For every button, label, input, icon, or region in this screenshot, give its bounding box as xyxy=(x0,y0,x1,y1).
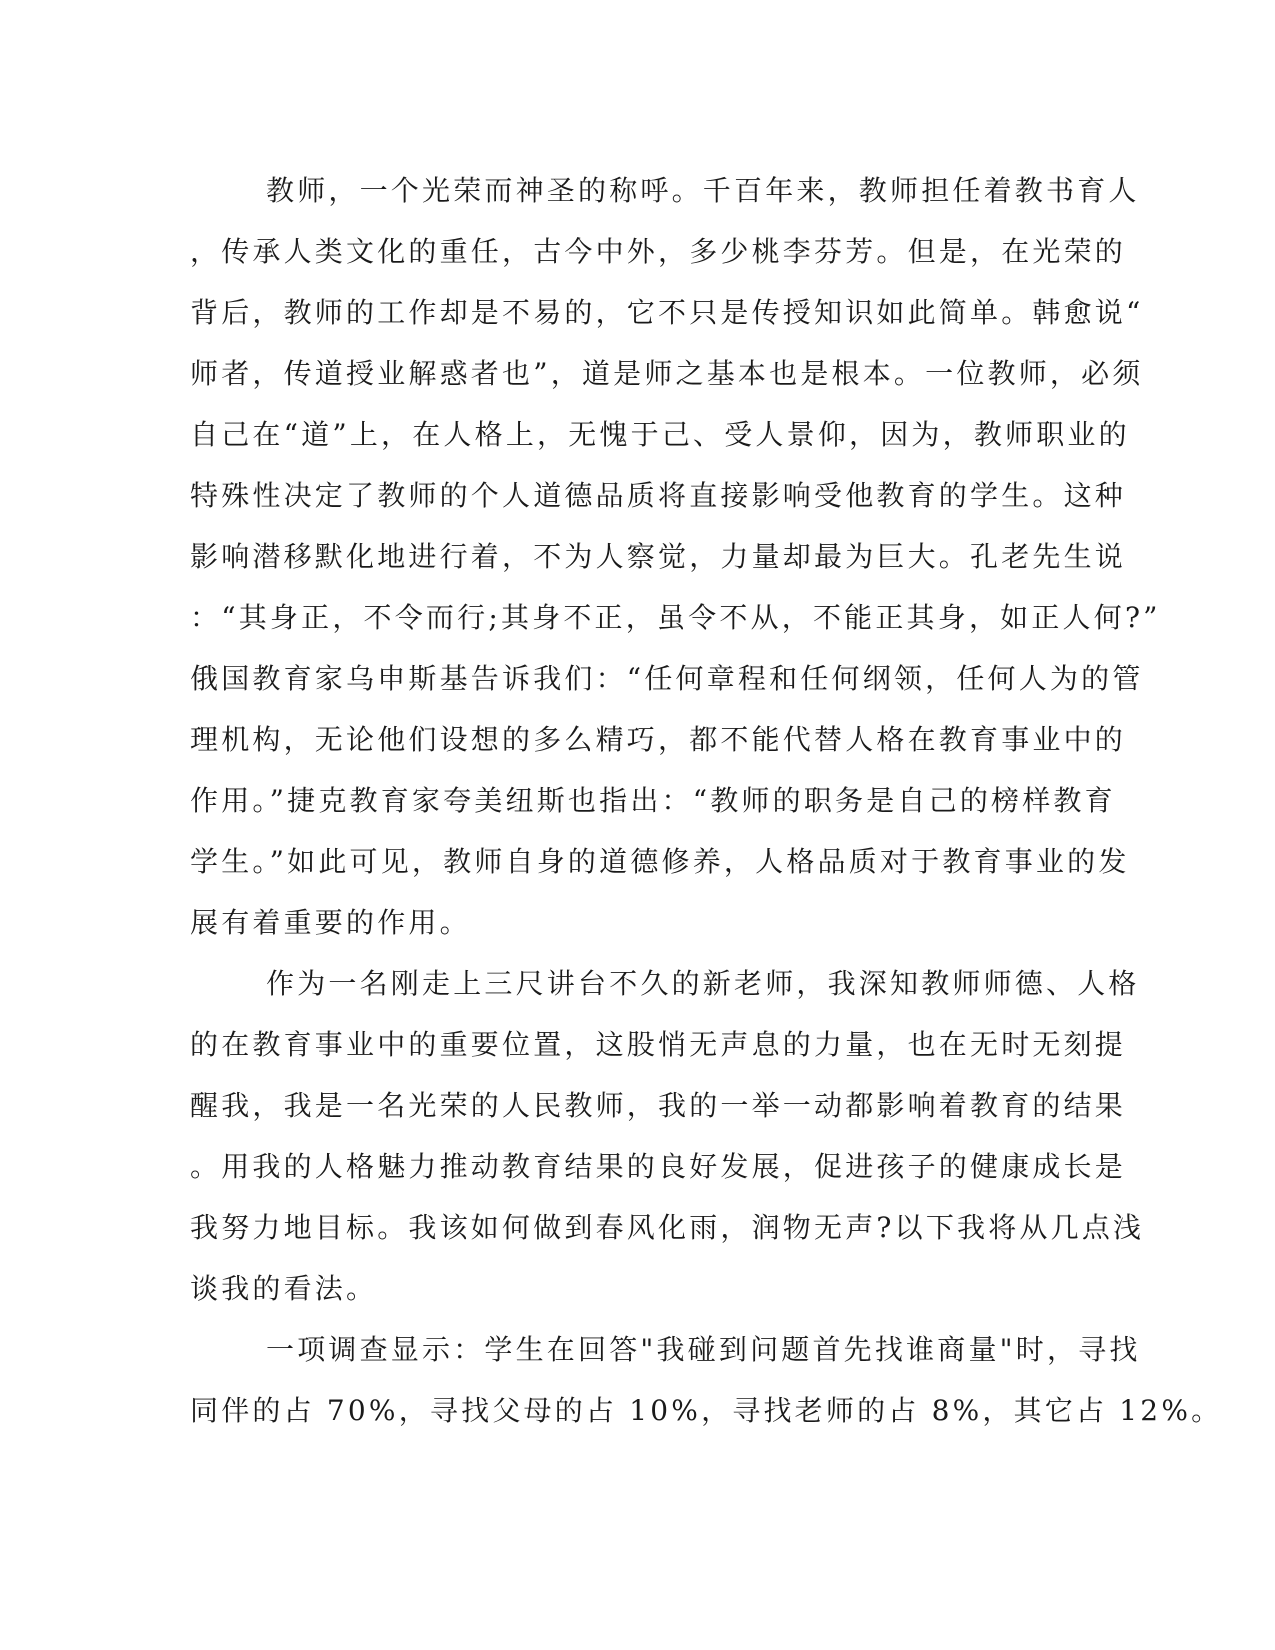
paragraph-line: ，传承人类文化的重任，古今中外，多少桃李芬芳。但是，在光荣的 xyxy=(190,235,1127,268)
document-body xyxy=(190,160,1223,1441)
paragraph-line: 俄国教育家乌申斯基告诉我们：“任何章程和任何纲领，任何人为的管 xyxy=(190,662,1144,695)
paragraph-line: 理机构，无论他们设想的多么精巧，都不能代替人格在教育事业中的 xyxy=(190,723,1127,756)
paragraph-line: 。用我的人格魅力推动教育结果的良好发展，促进孩子的健康成长是 xyxy=(190,1150,1127,1183)
paragraph-line: 作用。”捷克教育家夸美纽斯也指出：“教师的职务是自己的榜样教育 xyxy=(190,784,1116,817)
paragraph-1 xyxy=(190,160,1161,953)
paragraph-line: 谈我的看法。 xyxy=(190,1272,378,1305)
paragraph-line: 特殊性决定了教师的个人道德品质将直接影响受他教育的学生。这种 xyxy=(190,479,1127,512)
paragraph-line: 我努力地目标。我该如何做到春风化雨，润物无声?以下我将从几点浅 xyxy=(190,1211,1145,1244)
paragraph-line: 的在教育事业中的重要位置，这股悄无声息的力量，也在无时无刻提 xyxy=(190,1028,1127,1061)
paragraph-line: 展有着重要的作用。 xyxy=(190,906,471,939)
paragraph-3 xyxy=(190,1319,1223,1441)
paragraph-line: 醒我，我是一名光荣的人民教师，我的一举一动都影响着教育的结果 xyxy=(190,1089,1127,1122)
paragraph-line: 同伴的占 70%，寻找父母的占 10%，寻找老师的占 8%，其它占 12%。 xyxy=(190,1394,1223,1427)
paragraph-line: 师者，传道授业解惑者也”，道是师之基本也是根本。一位教师，必须 xyxy=(190,357,1144,390)
paragraph-line: 作为一名刚走上三尺讲台不久的新老师，我深知教师师德、人格 xyxy=(266,967,1140,1000)
paragraph-line: ：“其身正，不令而行;其身不正，虽令不从，不能正其身，如正人何?” xyxy=(190,601,1161,634)
paragraph-line: 影响潜移默化地进行着，不为人察觉，力量却最为巨大。孔老先生说 xyxy=(190,540,1127,573)
paragraph-2 xyxy=(190,953,1145,1319)
paragraph-line: 学生。”如此可见，教师自身的道德修养，人格品质对于教育事业的发 xyxy=(190,845,1130,878)
paragraph-line: 自己在“道”上，在人格上，无愧于己、受人景仰，因为，教师职业的 xyxy=(190,418,1130,451)
paragraph-line: 一项调查显示：学生在回答"我碰到问题首先找谁商量"时，寻找 xyxy=(266,1333,1141,1366)
paragraph-line: 教师，一个光荣而神圣的称呼。千百年来，教师担任着教书育人 xyxy=(266,174,1140,207)
paragraph-line: 背后，教师的工作却是不易的，它不只是传授知识如此简单。韩愈说“ xyxy=(190,296,1144,329)
